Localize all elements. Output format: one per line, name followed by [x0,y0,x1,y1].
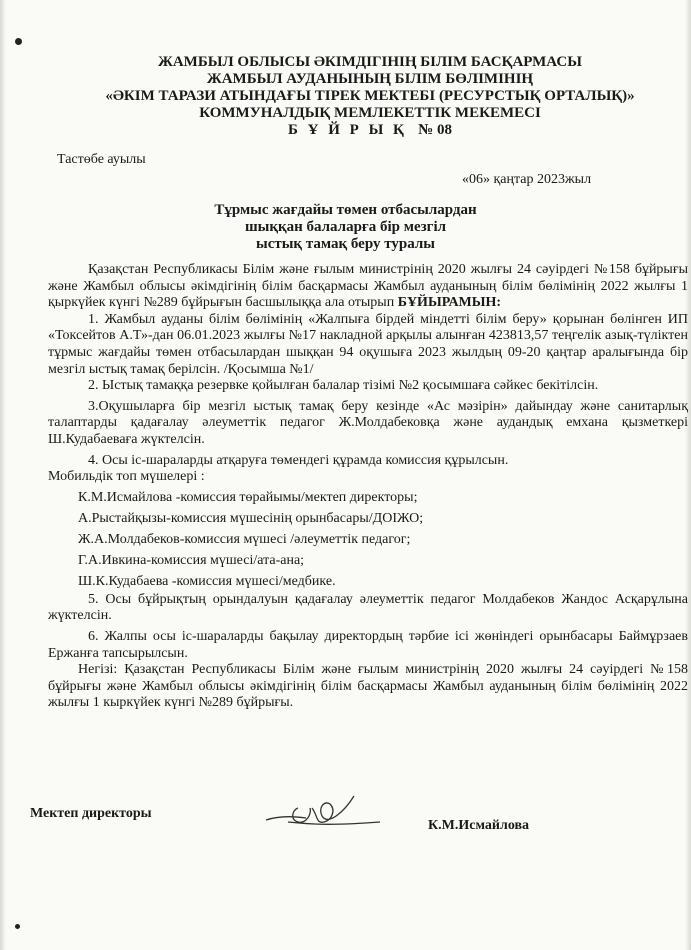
header-line-4: КОММУНАЛДЫҚ МЕМЛЕКЕТТІК МЕКЕМЕСІ [199,105,541,121]
order-number: № 08 [418,122,452,138]
order-word: БҰЙЫРАМЫН: [397,295,502,311]
location: Тастөбе ауылы [57,152,146,167]
order-label: Б Ұ Й Р Ы Қ [287,122,407,138]
document-header [40,54,691,139]
member-5: Ш.К.Кудабаева -комиссия мүшесі/медбике. [78,573,336,589]
preamble [48,262,688,312]
scan-left-edge [0,0,6,950]
document-body [48,262,688,712]
title-line-1: Тұрмыс жағдайы төмен отбасылардан [214,202,477,218]
header-line-3: «ӘКІМ ТАРАЗИ АТЫНДАҒЫ ТІРЕК МЕКТЕБІ (РЕСУРСТЫҚ ОРТАЛЫҚ)» [105,88,635,104]
basis: Негізі: Қазақстан Республикасы Білім және ғылым министрінің 2020 жылғы 24 сәуірдегі №158 бұйрығы және Жамбыл облысы әкімдігінің білім басқармасы Жамбыл ауданының білім бөлімінің 2022 жылғы 1 кыркүйек күнгі №289 бұйрығы. [48,662,688,711]
signatory-name: К.М.Исмайлова [428,818,530,833]
handwritten-signature [258,786,388,836]
order-heading [40,122,691,139]
title-line-3: ыстық тамақ беру туралы [255,236,436,252]
order-date: «06» қаңтар 2023жыл [462,172,592,187]
mobile-group-label: Мобильдік топ мүшелері : [48,469,205,485]
item-1: 1. Жамбыл ауданы білім бөлімінің «Жалпыға бірдей міндетті білім беру» қорынан бөлінген ИП «Токсейтов А.Т»-дан 06.01.2023 жылғы №17 накладной арқылы алынған 423813,57 теңгелік азық-түліктен тұрмыс жағдайы төмен отбасылардан шыққан 94 оқушыға 2023 жылдың 09-20 қаңтар аралығында бір мезгіл ыстық тамақ берілсін. /Қосымша №1/ [48,311,688,377]
document-title [0,202,691,253]
item-5: 5. Осы бұйрықтың орындалуын қадағалау әлеуметтік педагог Молдабеков Жандос Асқарұлына жүктелсін. [48,591,688,624]
item-3: 3.Оқушыларға бір мезгіл ыстық тамақ беру кезінде «Ас мәзірін» дайындау және санитарлық талаптарды қадағалау әлеуметтік педагог Ж.Молдабековқа және аудандық емхана қызметкері Ш.Кудабаеваға жүктелсін. [48,398,688,447]
preamble-text: Қазақстан Республикасы Білім және ғылым министрінің 2020 жылғы 24 сәуірдегі №158 бұйрығы және Жамбыл облысы әкімдігінің білім басқармасы Жамбыл ауданының білім бөлімінің 2022 жылғы 1 қыркүйек күнгі №289 бұйрығын басшылыққа ала отырып [48,262,688,311]
member-2: А.Рыстайқызы-комиссия мүшесінің орынбасары/ДОІЖО; [78,510,424,526]
header-line-1: ЖАМБЫЛ ОБЛЫСЫ ӘКІМДІГІНІҢ БІЛІМ БАСҚАРМАСЫ [158,54,582,70]
item-4: 4. Осы іс-шараларды атқаруға төмендегі құрамда комиссия құрылсын. [88,452,509,468]
punch-hole-mark [15,924,20,929]
punch-hole-mark [15,38,22,45]
item-6: 6. Жалпы осы іс-шараларды бақылау директордың тәрбие ісі жөніндегі орынбасары Баймұрзаев Ержанға тапсырылсын. [48,628,688,661]
item-2: 2. Ыстық тамаққа резервке қойылған балалар тізімі №2 қосымшаға сәйкес бекітілсін. [88,378,599,394]
signature-label: Мектеп директоры [30,806,152,821]
title-line-2: шыққан балаларға бір мезгіл [244,219,447,235]
commission-members [48,487,688,592]
member-1: К.М.Исмайлова -комиссия төрайымы/мектеп директоры; [78,489,418,505]
member-3: Ж.А.Молдабеков-комиссия мүшесі /әлеуметтік педагог; [78,531,411,547]
member-4: Г.А.Ивкина-комиссия мүшесі/ата-ана; [78,552,305,568]
header-line-2: ЖАМБЫЛ АУДАНЫНЫҢ БІЛІМ БӨЛІМІНІҢ [206,71,534,87]
